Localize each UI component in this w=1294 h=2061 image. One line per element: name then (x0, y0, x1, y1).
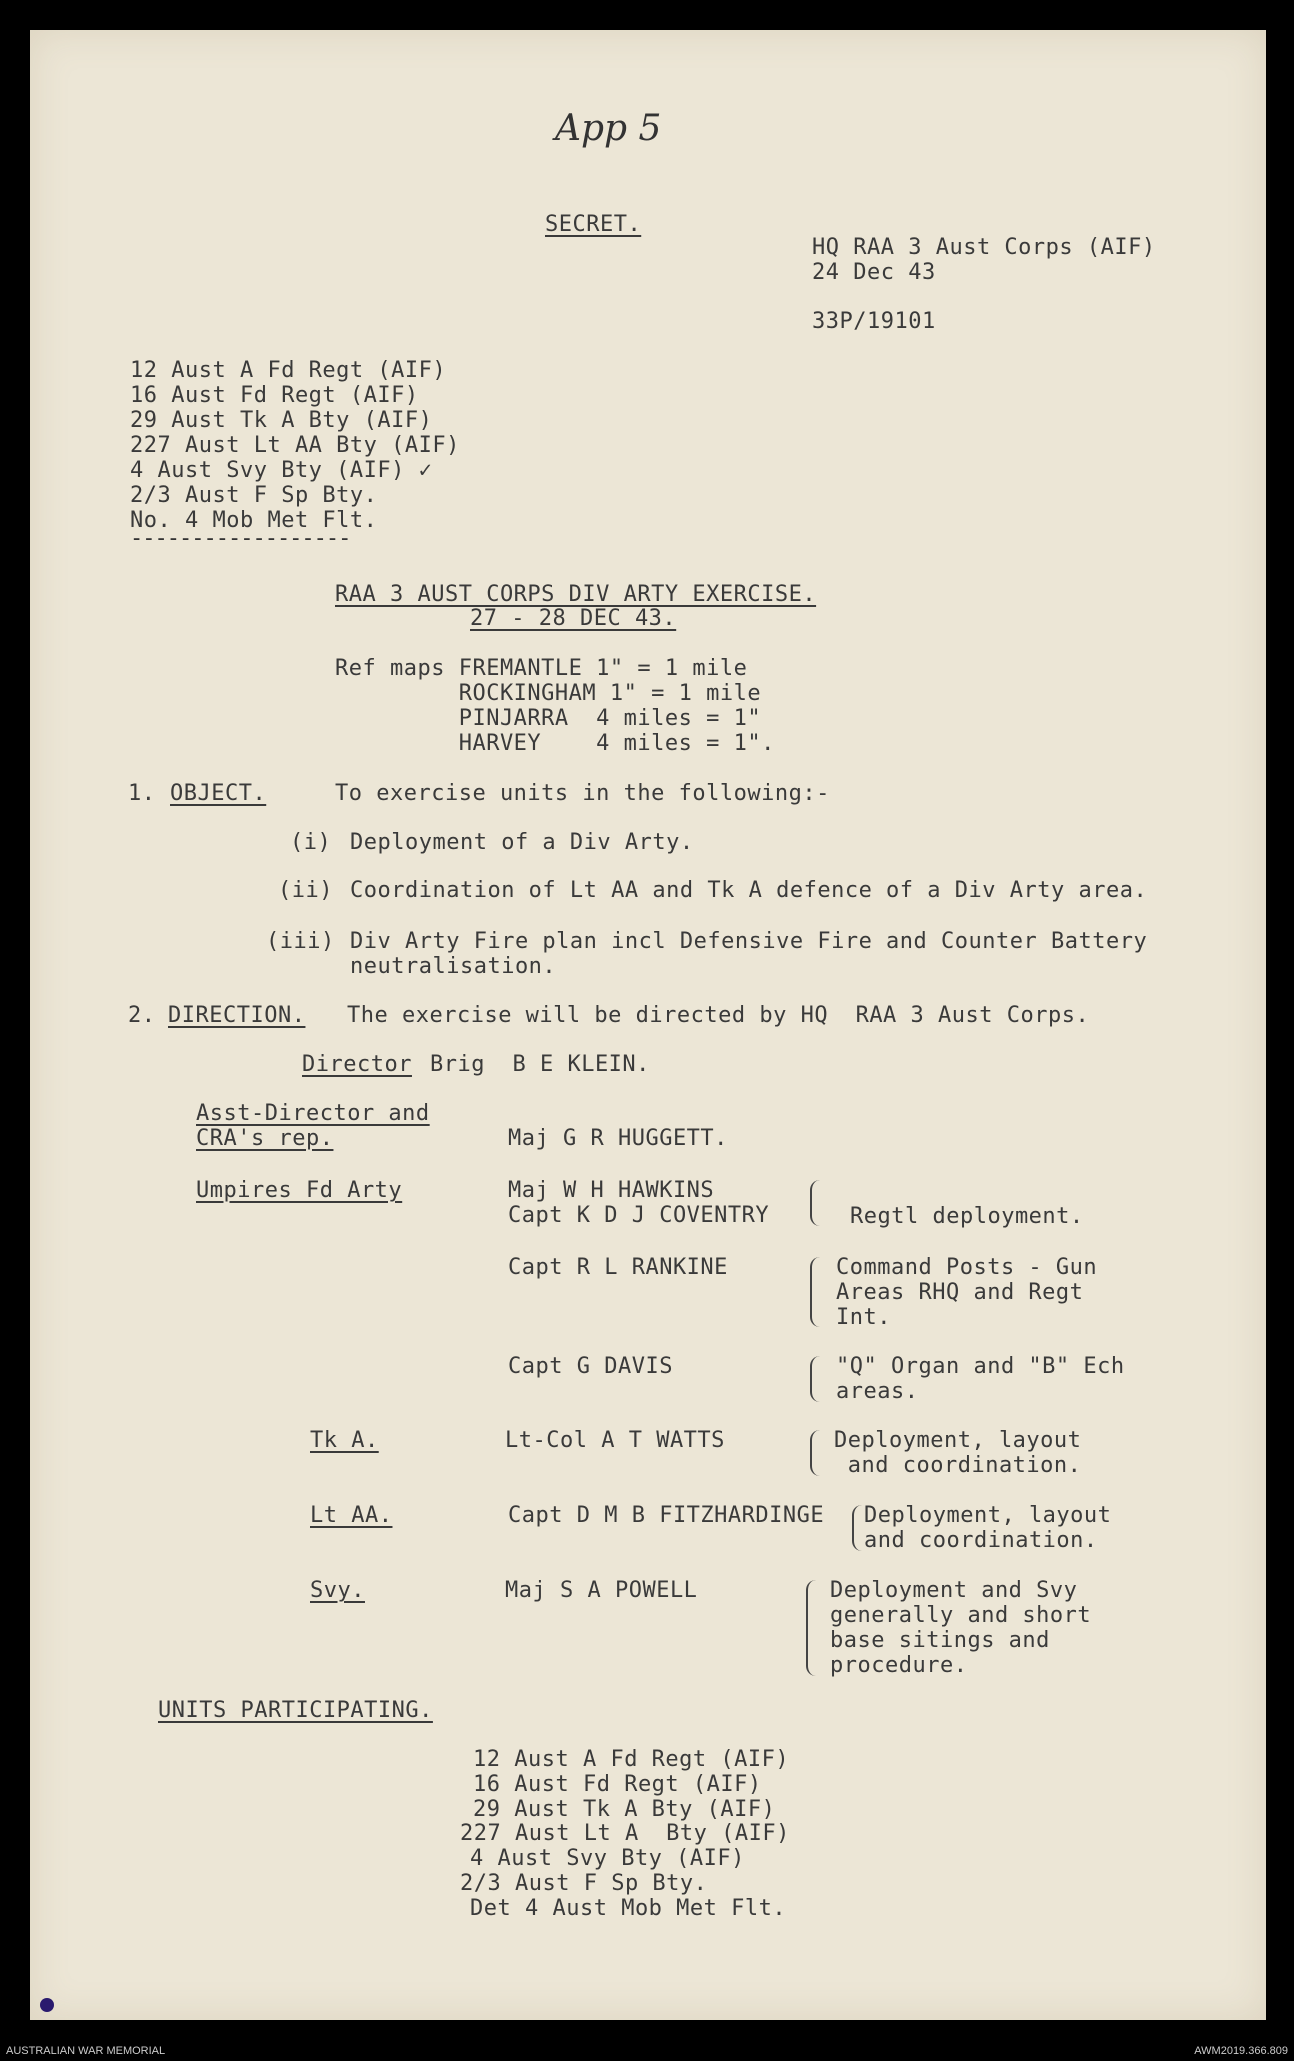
brace (810, 1180, 820, 1226)
punch-mark (40, 1998, 54, 2012)
from-line-1: HQ RAA 3 Aust Corps (AIF) (812, 235, 1156, 260)
unit: 2/3 Aust F Sp Bty. (460, 1871, 708, 1896)
para-text: The exercise will be directed by HQ RAA 3 Aust Corps. (347, 1003, 1090, 1028)
umpire-role: Deployment, layout and coordination. (864, 1503, 1112, 1553)
para-heading: UNITS PARTICIPATING. (158, 1698, 433, 1723)
footer-credit: AUSTRALIAN WAR MEMORIAL (6, 2045, 166, 2057)
umpire-category-label: Tk A. (310, 1428, 379, 1453)
para-heading: OBJECT. (170, 781, 267, 806)
umpires-label: Umpires Fd Arty (196, 1178, 403, 1203)
para-intro: To exercise units in the following:- (335, 781, 830, 806)
umpire-role: Command Posts - Gun Areas RHQ and Regt Int. (836, 1255, 1098, 1330)
unit: 16 Aust Fd Regt (AIF) (473, 1772, 762, 1797)
item-number: (i) (290, 830, 332, 855)
umpire-names: Capt R L RANKINE (508, 1255, 728, 1280)
brace (810, 1430, 820, 1476)
addressee: 4 Aust Svy Bty (AIF) ✓ (130, 458, 433, 483)
addressee: 29 Aust Tk A Bty (AIF) (130, 408, 433, 433)
umpire-role: Deployment and Svy generally and short base sitings and procedure. (830, 1578, 1092, 1678)
umpire-names: Capt G DAVIS (508, 1354, 673, 1379)
unit: 4 Aust Svy Bty (AIF) (470, 1846, 745, 1871)
item-text: Div Arty Fire plan incl Defensive Fire and Counter Battery neutralisation. (350, 929, 1148, 979)
from-line-2: 24 Dec 43 (812, 260, 936, 285)
brace (852, 1505, 862, 1551)
classification: SECRET. (545, 212, 642, 237)
umpire-name: Maj S A POWELL (505, 1578, 698, 1603)
footer-accession: AWM2019.366.809 (1194, 2045, 1288, 2057)
handwritten-note: App 5 (555, 108, 662, 149)
asst-director-label: Asst-Director and CRA's rep. (196, 1101, 430, 1151)
reference-number: 33P/19101 (812, 309, 936, 334)
para-heading: DIRECTION. (168, 1003, 306, 1028)
umpire-category-label: Svy. (310, 1578, 365, 1603)
addressee: 12 Aust A Fd Regt (AIF) (130, 358, 447, 383)
brace (810, 1257, 820, 1327)
unit: 29 Aust Tk A Bty (AIF) (473, 1797, 776, 1822)
item-text: Deployment of a Div Arty. (350, 830, 694, 855)
unit: 227 Aust Lt A Bty (AIF) (460, 1821, 790, 1846)
ref-map-line: PINJARRA 4 miles = 1" (335, 706, 762, 731)
para-number: 2. (128, 1003, 156, 1028)
director-name: Brig B E KLEIN. (430, 1052, 650, 1077)
brace (810, 1356, 820, 1402)
exercise-title: RAA 3 AUST CORPS DIV ARTY EXERCISE. (335, 582, 817, 607)
umpire-category-label: Lt AA. (310, 1503, 393, 1528)
para-number: 1. (128, 781, 156, 806)
unit: 12 Aust A Fd Regt (AIF) (473, 1747, 790, 1772)
item-number: (ii) (278, 878, 333, 903)
umpire-role: Deployment, layout and coordination. (834, 1428, 1082, 1478)
addressee: No. 4 Mob Met Flt. (130, 508, 378, 533)
asst-director-name: Maj G R HUGGETT. (508, 1126, 728, 1151)
addressee-rule: ------------------ (130, 526, 351, 551)
umpire-name: Lt-Col A T WATTS (505, 1428, 725, 1453)
ref-map-line: Ref maps FREMANTLE 1" = 1 mile (335, 656, 748, 681)
item-text: Coordination of Lt AA and Tk A defence of a Div Arty area. (350, 878, 1148, 903)
addressee: 2/3 Aust F Sp Bty. (130, 483, 378, 508)
umpire-names: Maj W H HAWKINS Capt K D J COVENTRY (508, 1178, 770, 1228)
umpire-role: Regtl deployment. (850, 1204, 1084, 1229)
brace (806, 1580, 816, 1676)
ref-map-line: ROCKINGHAM 1" = 1 mile (335, 681, 762, 706)
unit: Det 4 Aust Mob Met Flt. (470, 1896, 787, 1921)
exercise-dates: 27 - 28 DEC 43. (470, 606, 677, 631)
addressee: 227 Aust Lt AA Bty (AIF) (130, 433, 460, 458)
item-number: (iii) (266, 929, 335, 954)
umpire-role: "Q" Organ and "B" Ech areas. (836, 1354, 1125, 1404)
umpire-name: Capt D M B FITZHARDINGE (508, 1503, 825, 1528)
addressee: 16 Aust Fd Regt (AIF) (130, 383, 419, 408)
director-label: Director (302, 1052, 412, 1077)
ref-map-line: HARVEY 4 miles = 1". (335, 731, 775, 756)
